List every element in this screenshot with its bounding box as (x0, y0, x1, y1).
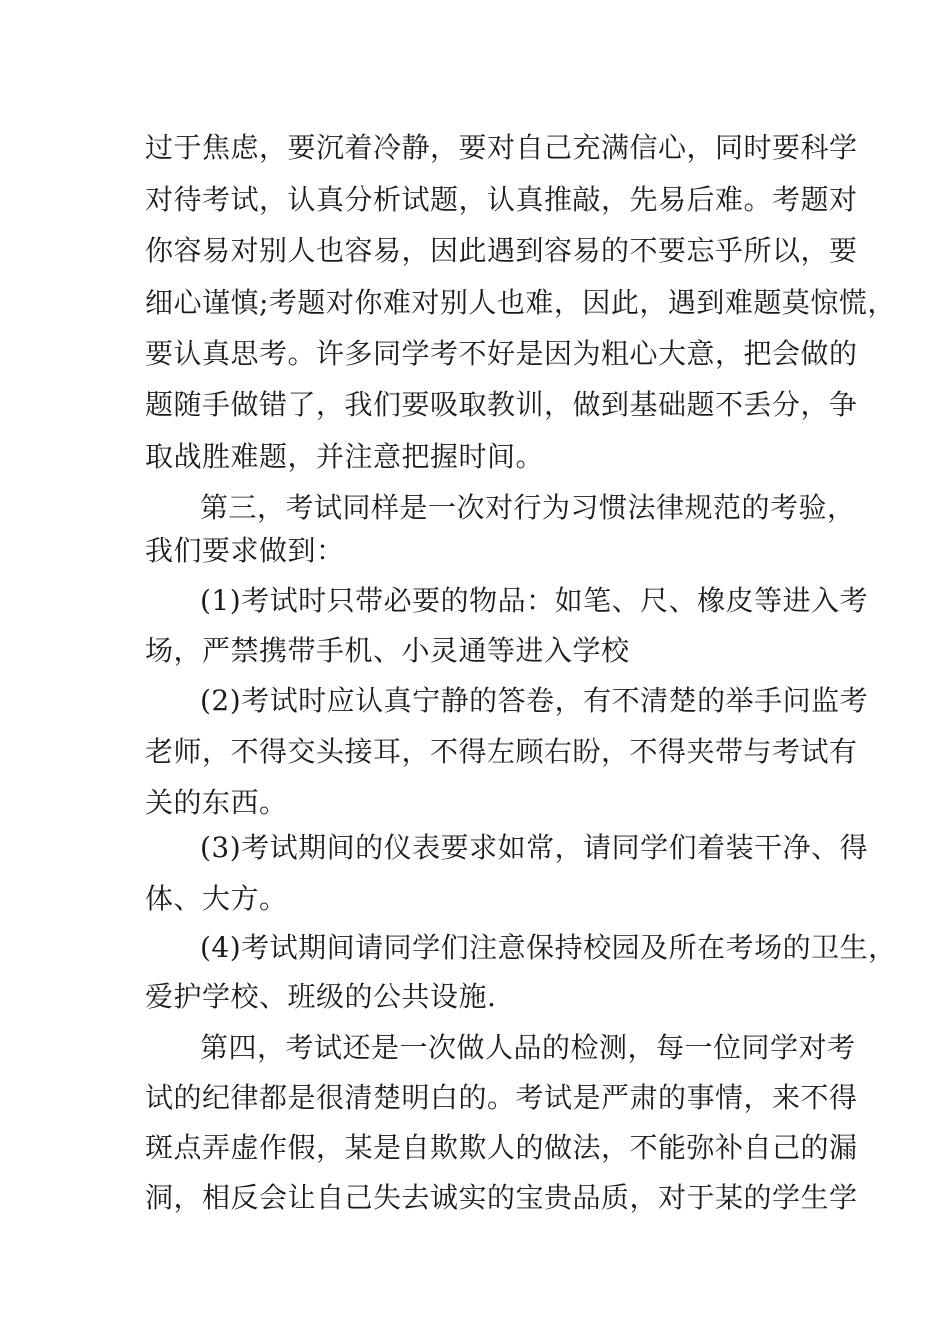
text-line: 题随手做错了，我们要吸取教训，做到基础题不丢分，争 (145, 388, 858, 421)
text-line: 关的东西。 (145, 786, 288, 819)
text-line: 第三，考试同样是一次对行为习惯法律规范的考验， (200, 491, 856, 524)
text-line: 过于焦虑，要沉着冷静，要对自己充满信心，同时要科学 (145, 131, 858, 164)
text-line: 试的纪律都是很清楚明白的。考试是严肃的事情，来不得 (145, 1081, 858, 1114)
text-line: (2)考试时应认真宁静的答卷，有不清楚的举手问监考 (200, 684, 869, 717)
text-line: 我们要求做到： (145, 534, 345, 567)
text-line: (1)考试时只带必要的物品：如笔、尺、橡皮等进入考 (200, 584, 869, 617)
text-line: 要认真思考。许多同学考不好是因为粗心大意，把会做的 (145, 337, 858, 370)
text-line: 第四，考试还是一次做人品的检测，每一位同学对考 (200, 1031, 856, 1064)
text-line: 爱护学校、班级的公共设施. (145, 980, 497, 1013)
text-line: 老师，不得交头接耳，不得左顾右盼，不得夹带与考试有 (145, 735, 858, 768)
text-line: 你容易对别人也容易，因此遇到容易的不要忘乎所以，要 (145, 234, 858, 267)
text-line: 取战胜难题，并注意把握时间。 (145, 440, 545, 473)
text-line: (3)考试期间的仪表要求如常，请同学们着装干净、得 (200, 831, 869, 864)
text-line: 场，严禁携带手机、小灵通等进入学校 (145, 634, 630, 667)
text-line: 对待考试，认真分析试题，认真推敲，先易后难。考题对 (145, 183, 858, 216)
text-line: 体、大方。 (145, 882, 288, 915)
text-line: 洞，相反会让自己失去诚实的宝贵品质，对于某的学生学 (145, 1181, 858, 1214)
text-line: 斑点弄虚作假，某是自欺欺人的做法，不能弥补自己的漏 (145, 1131, 858, 1164)
text-line: 细心谨慎;考题对你难对别人也难，因此，遇到难题莫惊慌， (145, 286, 896, 319)
text-line: (4)考试期间请同学们注意保持校园及所在考场的卫生， (200, 931, 897, 964)
